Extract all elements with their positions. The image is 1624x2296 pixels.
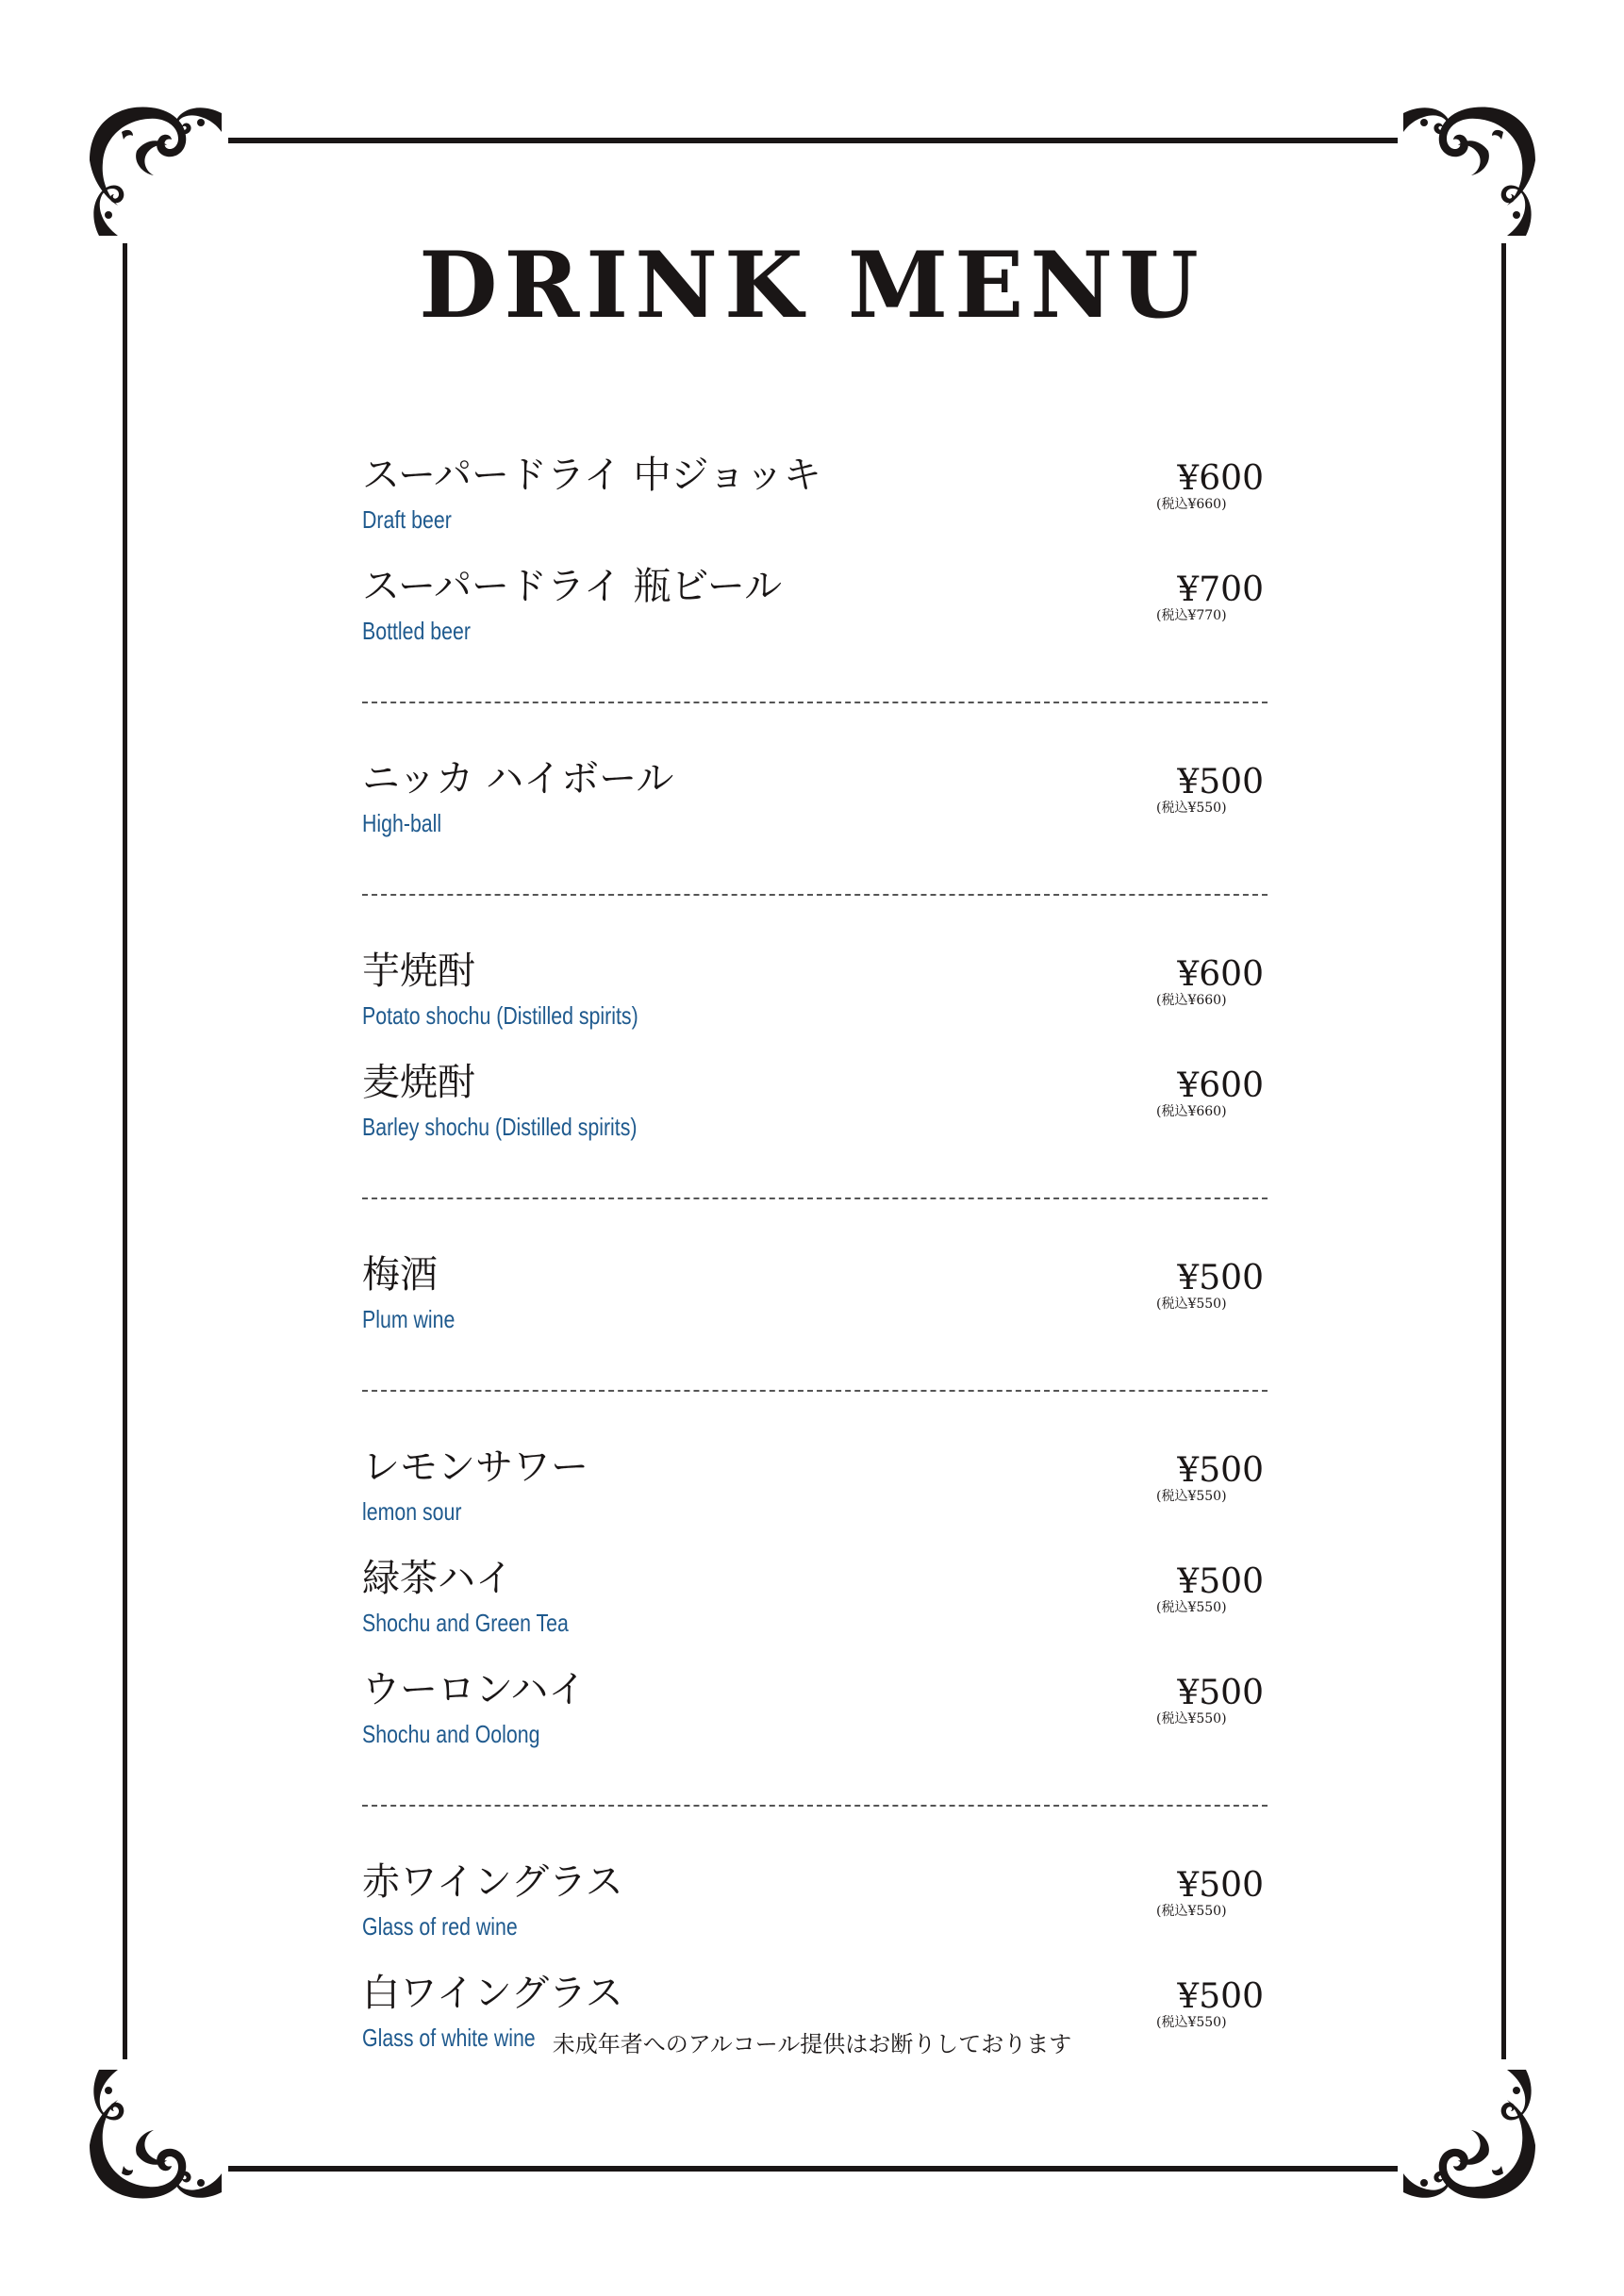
item-price: ¥500: [1177, 1451, 1264, 1490]
dashed-divider: [362, 1390, 1268, 1392]
price-block: [1151, 1674, 1264, 1727]
item-price-tax-included: (税込¥550): [1156, 1711, 1227, 1726]
item-price-tax-included: (税込¥550): [1156, 1489, 1227, 1504]
menu-item: [362, 1252, 1268, 1363]
menu-group-sours: [362, 1445, 1268, 1778]
menu-group-highball: [362, 756, 1268, 867]
flourish-corner-icon: [1394, 2060, 1545, 2211]
item-price: ¥600: [1177, 1066, 1264, 1105]
item-name-jp: 麦焼酎: [362, 1061, 475, 1104]
item-price-tax-included: (税込¥660): [1156, 497, 1227, 512]
menu-item: [362, 1445, 1268, 1556]
item-price: ¥500: [1177, 1674, 1264, 1712]
dashed-divider: [362, 702, 1268, 703]
age-restriction-notice: 未成年者へのアルコール提供はお断りしております: [552, 2031, 1072, 2057]
item-name-jp: レモンサワー: [362, 1445, 588, 1489]
item-name-en: Shochu and Green Tea: [362, 1609, 569, 1637]
item-price-tax-included: (税込¥770): [1156, 608, 1227, 623]
price-block: [1151, 1562, 1264, 1616]
menu-item: [362, 453, 1268, 564]
item-name-en: Potato shochu (Distilled spirits): [362, 1001, 638, 1030]
item-name-jp: 赤ワイングラス: [362, 1860, 623, 1904]
item-price: ¥500: [1177, 763, 1264, 801]
item-price: ¥500: [1177, 1562, 1264, 1601]
price-block: [1151, 763, 1264, 817]
item-price-tax-included: (税込¥660): [1156, 993, 1227, 1008]
menu-item: [362, 1859, 1268, 1971]
frame-top-border: [228, 138, 1398, 143]
item-price-tax-included: (税込¥550): [1156, 1600, 1227, 1615]
flourish-corner-icon: [1394, 94, 1545, 245]
item-name-jp: 梅酒: [362, 1253, 438, 1297]
menu-group-shochu: [362, 949, 1268, 1171]
frame-right-border: [1501, 243, 1506, 2059]
dashed-divider: [362, 894, 1268, 896]
price-block: [1151, 1066, 1264, 1120]
item-name-en: Shochu and Oolong: [362, 1720, 540, 1748]
menu-item: [362, 1556, 1268, 1667]
flourish-corner-icon: [80, 94, 231, 245]
drink-menu-list: [362, 453, 1268, 2082]
item-price: ¥600: [1177, 459, 1264, 498]
dashed-divider: [362, 1198, 1268, 1199]
price-block: [1151, 1451, 1264, 1505]
item-price: ¥500: [1177, 1866, 1264, 1905]
item-price-tax-included: (税込¥550): [1156, 1904, 1227, 1919]
price-block: [1151, 1259, 1264, 1313]
item-price: ¥700: [1177, 570, 1264, 609]
item-name-jp: 緑茶ハイ: [362, 1557, 513, 1600]
menu-item: [362, 756, 1268, 867]
page-title: DRINK MENU: [419, 232, 1205, 339]
item-price-tax-included: (税込¥660): [1156, 1104, 1227, 1119]
item-name-jp: スーパードライ 瓶ビール: [362, 565, 783, 608]
price-block: [1151, 1977, 1264, 2031]
item-name-en: Glass of red wine: [362, 1912, 518, 1941]
item-name-en: Glass of white wine: [362, 2023, 536, 2052]
frame-left-border: [123, 243, 127, 2059]
item-name-jp: 芋焼酎: [362, 950, 475, 993]
item-name-en: Plum wine: [362, 1305, 456, 1333]
item-price: ¥500: [1177, 1977, 1264, 2016]
flourish-corner-icon: [80, 2060, 231, 2211]
item-price: ¥600: [1177, 955, 1264, 994]
item-name-en: Barley shochu (Distilled spirits): [362, 1113, 638, 1141]
price-block: [1151, 955, 1264, 1009]
menu-item: [362, 1667, 1268, 1778]
item-name-en: Bottled beer: [362, 617, 471, 645]
item-price-tax-included: (税込¥550): [1156, 1297, 1227, 1312]
menu-group-plum-wine: [362, 1252, 1268, 1363]
item-price: ¥500: [1177, 1259, 1264, 1297]
dashed-divider: [362, 1805, 1268, 1807]
price-block: [1151, 1866, 1264, 1920]
item-name-jp: ウーロンハイ: [362, 1668, 587, 1711]
item-name-en: High-ball: [362, 809, 442, 837]
menu-item: [362, 564, 1268, 675]
item-name-en: Draft beer: [362, 505, 452, 534]
menu-item: [362, 1060, 1268, 1171]
menu-item: [362, 949, 1268, 1060]
price-block: [1151, 459, 1264, 513]
item-name-jp: スーパードライ 中ジョッキ: [362, 454, 821, 497]
item-price-tax-included: (税込¥550): [1156, 801, 1227, 816]
item-name-jp: 白ワイングラス: [362, 1972, 623, 2015]
item-price-tax-included: (税込¥550): [1156, 2015, 1227, 2030]
item-name-jp: ニッカ ハイボール: [362, 757, 674, 801]
menu-group-beer: [362, 453, 1268, 675]
frame-bottom-border: [228, 2166, 1398, 2172]
item-name-en: lemon sour: [362, 1497, 462, 1526]
price-block: [1151, 570, 1264, 624]
